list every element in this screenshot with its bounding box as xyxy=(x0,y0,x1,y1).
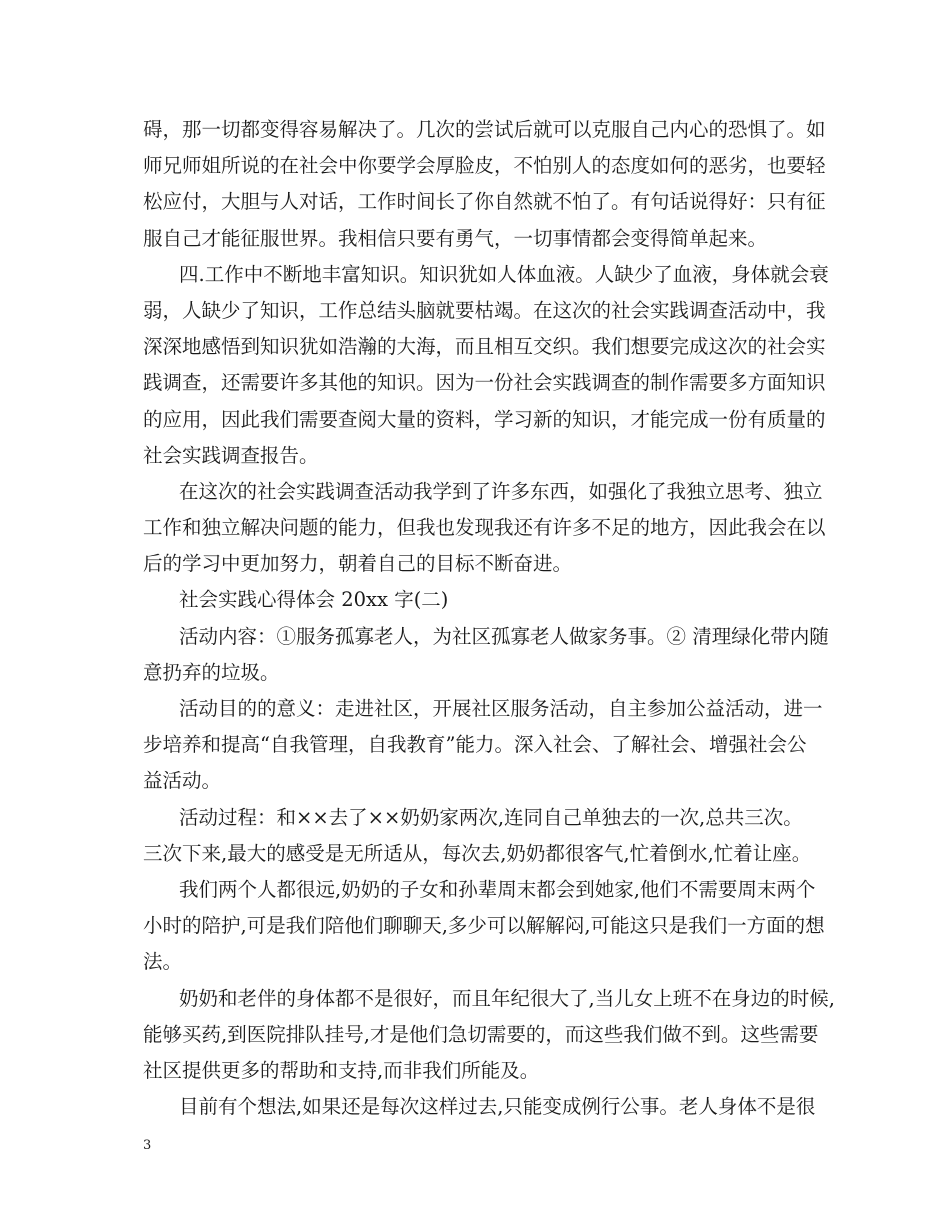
paragraph-start-line: 活动目的的意义：走进社区，开展社区服务活动，自主参加公益活动，进一 xyxy=(179,697,823,720)
text-line: 后的学习中更加努力，朝着自己的目标不断奋进。 xyxy=(143,552,573,576)
text-line: 师兄师姐所说的在社会中你要学会厚脸皮，不怕别人的态度如何的恶劣，也要轻 xyxy=(143,154,826,178)
text-line: 深深地感悟到知识犹如浩瀚的大海，而且相互交织。我们想要完成这次的社会实 xyxy=(143,335,826,359)
paragraph-start-line: 目前有个想法,如果还是每次这样过去,只能变成例行公事。老人身体不是很 xyxy=(179,1095,816,1119)
text-line: 社会实践调查报告。 xyxy=(143,443,319,467)
text-line: 意扔弃的垃圾。 xyxy=(143,660,280,684)
text-line: 弱，人缺少了知识，工作总结头脑就要枯竭。在这次的社会实践调查活动中，我 xyxy=(143,298,826,322)
paragraph-start-line: 奶奶和老伴的身体都不是很好，而且年纪很大了,当儿女上班不在身边的时候, xyxy=(179,986,835,1010)
text-line: 小时的陪护,可是我们陪他们聊聊天,多少可以解解闷,可能这只是我们一方面的想 xyxy=(143,914,825,938)
text-line: 松应付，大胆与人对话，工作时间长了你自然就不怕了。有句话说得好：只有征 xyxy=(143,190,826,214)
page-number: 3 xyxy=(143,1138,152,1153)
paragraph-start-line: 四.工作中不断地丰富知识。知识犹如人体血液。人缺少了血液，身体就会衰 xyxy=(179,262,829,286)
text-line: 工作和独立解决问题的能力，但我也发现我还有许多不足的地方，因此我会在以 xyxy=(143,516,826,540)
text-line: 法。 xyxy=(143,950,183,974)
text-line: 社区提供更多的帮助和支持,而非我们所能及。 xyxy=(143,1058,540,1082)
document-body xyxy=(143,112,835,1125)
text-line: 益活动。 xyxy=(143,769,222,793)
text-line: 践调查，还需要许多其他的知识。因为一份社会实践调查的制作需要多方面知识 xyxy=(143,371,826,395)
text-line: 三次下来,最大的感受是无所适从，每次去,奶奶都很客气,忙着倒水,忙着让座。 xyxy=(143,841,812,865)
paragraph-start-line: 活动内容：①服务孤寡老人，为社区孤寡老人做家务事。② 清理绿化带内随 xyxy=(179,624,829,648)
text-line: 步培养和提高“自我管理，自我教育”能力。深入社会、了解社会、增强社会公 xyxy=(143,733,807,757)
text-line: 服自己才能征服世界。我相信只要有勇气，一切事情都会变得简单起来。 xyxy=(143,226,768,250)
text-line: 碍，那一切都变得容易解决了。几次的尝试后就可以克服自己内心的恐惧了。如 xyxy=(143,118,826,141)
paragraph-start-line: 在这次的社会实践调查活动我学到了许多东西，如强化了我独立思考、独立 xyxy=(179,479,823,503)
text-line: 的应用，因此我们需要查阅大量的资料，学习新的知识，才能完成一份有质量的 xyxy=(143,407,826,431)
paragraph-start-line: 我们两个人都很远,奶奶的子女和孙辈周末都会到她家,他们不需要周末两个 xyxy=(179,877,816,901)
section-heading: 社会实践心得体会 20xx 字(二) xyxy=(179,588,449,612)
paragraph-start-line: 活动过程：和××去了××奶奶家两次,连同自己单独去的一次,总共三次。 xyxy=(179,805,803,829)
text-line: 能够买药,到医院排队挂号,才是他们急切需要的，而这些我们做不到。这些需要 xyxy=(143,1022,819,1046)
